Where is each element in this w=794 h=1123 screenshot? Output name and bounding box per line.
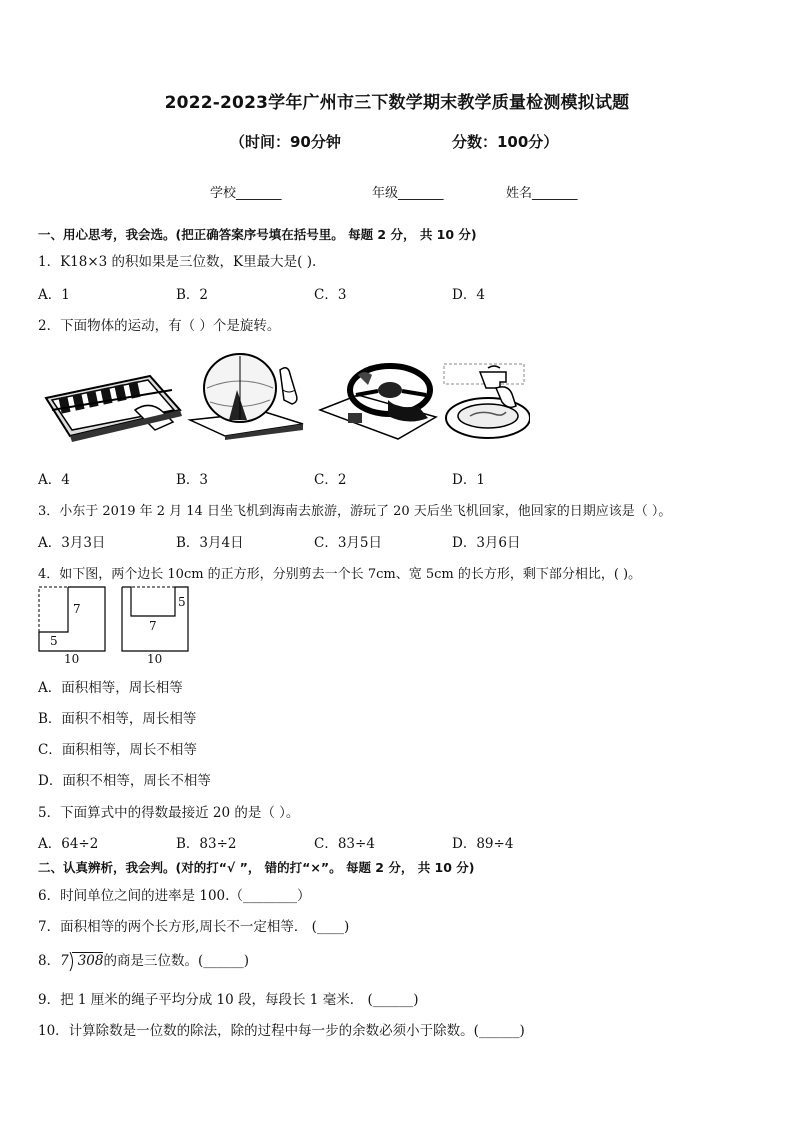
q4-fig1-side-label: 7 — [73, 602, 81, 616]
q3-option-a: A．3月3日 — [38, 535, 106, 551]
q4-option-d: D．面积不相等，周长不相等 — [38, 773, 211, 789]
q1-option-b: B．2 — [176, 287, 209, 303]
q8-prefix: 8． — [38, 953, 61, 969]
q4-fig2-inner-label: 7 — [149, 619, 157, 633]
question-6: 6．时间单位之间的进率是 100.（________） — [38, 888, 311, 904]
question-7: 7．面积相等的两个长方形,周长不一定相等． (____) — [38, 919, 350, 935]
q1-option-d: D．4 — [452, 287, 485, 303]
q4-figure-1-shape — [38, 586, 106, 652]
time-label: （时间：90分钟 — [230, 133, 341, 151]
q2-option-d: D．1 — [452, 472, 485, 488]
q8-divisor: 7 — [60, 953, 69, 969]
q3-option-d: D．3月6日 — [452, 535, 521, 551]
section-2-heading: 二、认真辨析，我会判。(对的打“√ ”， 错的打“×”。 每题 2 分， 共 10 分) — [38, 860, 475, 875]
q5-option-b: B．83÷2 — [176, 836, 237, 852]
page-title: 2022-2023学年广州市三下数学期末教学质量检测模拟试题 — [164, 93, 630, 113]
q8-dividend: 308 — [77, 953, 104, 969]
question-4: 4．如下图，两个边长 10cm 的正方形，分别剪去一个长 7cm、宽 5cm 的长方形，剩下部分相比，( )。 — [38, 567, 642, 582]
name-field: 姓名_______ — [506, 186, 578, 201]
q2-option-b: B．3 — [176, 472, 209, 488]
grade-field: 年级_______ — [372, 186, 444, 201]
q4-fig1-base-label: 10 — [64, 652, 80, 666]
q5-option-a: A．64÷2 — [38, 836, 99, 852]
abacus-picture — [40, 370, 185, 442]
q4-figure-1 — [38, 586, 106, 664]
q3-option-b: B．3月4日 — [176, 535, 244, 551]
question-2: 2．下面物体的运动，有（ ）个是旋转。 — [38, 318, 281, 334]
faucet-picture — [440, 360, 530, 442]
question-8 — [38, 949, 249, 969]
q1-option-a: A．1 — [38, 287, 70, 303]
question-9: 9．把 1 厘米的绳子平均分成 10 段，每段长 1 毫米． (______) — [38, 992, 419, 1008]
globe-picture — [185, 350, 315, 440]
section-1-heading: 一、用心思考，我会选。(把正确答案序号填在括号里。 每题 2 分， 共 10 分) — [38, 227, 477, 242]
q4-option-a: A．面积相等，周长相等 — [38, 680, 183, 696]
steering-wheel-picture — [318, 355, 438, 440]
q8-bracket-curve — [69, 952, 75, 972]
q4-option-c: C．面积相等，周长不相等 — [38, 742, 197, 758]
question-3: 3．小东于 2019 年 2 月 14 日坐飞机到海南去旅游，游玩了 20 天后坐飞机回家，他回家的日期应该是（ ）。 — [38, 504, 672, 519]
q2-option-c: C．2 — [314, 472, 347, 488]
q5-option-c: C．83÷4 — [314, 836, 375, 852]
q4-option-b: B．面积不相等，周长相等 — [38, 711, 197, 727]
question-5: 5．下面算式中的得数最接近 20 的是（ ）。 — [38, 805, 300, 821]
q2-option-a: A．4 — [38, 472, 70, 488]
q8-division-bracket — [72, 952, 104, 969]
score-label: 分数：100分） — [452, 133, 559, 151]
q4-figure-2 — [121, 586, 189, 664]
q4-fig2-base-label: 10 — [147, 652, 163, 666]
q3-option-c: C．3月5日 — [314, 535, 383, 551]
question-1: 1．K18×3 的积如果是三位数，K里最大是( ). — [38, 254, 317, 270]
q4-fig2-side-label: 5 — [178, 595, 186, 609]
q5-option-d: D．89÷4 — [452, 836, 514, 852]
q1-option-c: C．3 — [314, 287, 347, 303]
q8-suffix: 的商是三位数。(______) — [103, 953, 250, 969]
q4-fig1-bottom-label: 5 — [50, 634, 58, 648]
school-field: 学校_______ — [210, 186, 282, 201]
question-10: 10．计算除数是一位数的除法，除的过程中每一步的余数必须小于除数。(______) — [38, 1023, 525, 1039]
